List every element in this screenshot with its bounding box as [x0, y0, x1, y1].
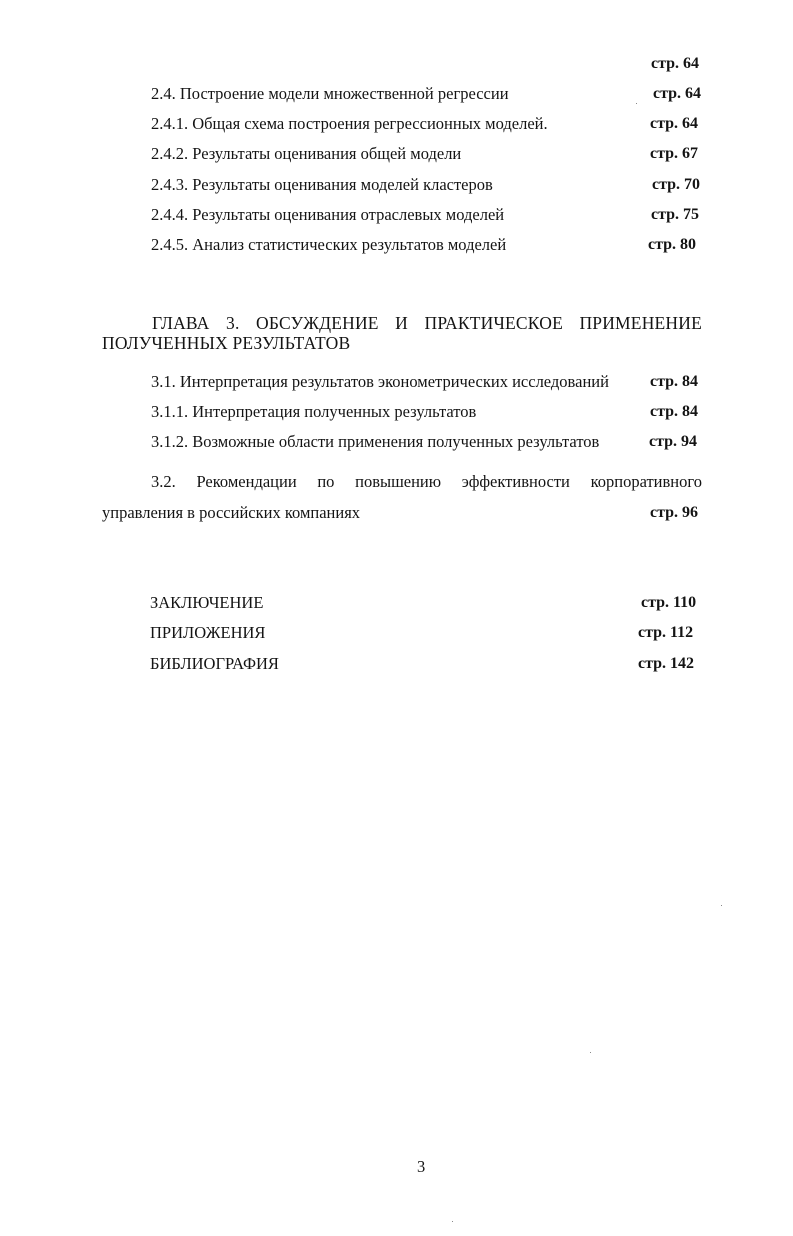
toc-entry-page: стр. 84 — [650, 373, 699, 390]
toc-entry-label: 2.4.5. Анализ статистических результатов моделей — [151, 235, 507, 254]
toc-entry-3-2-line1: 3.2. Рекомендации по повышению эффективности корпоративного — [151, 472, 702, 491]
scan-speck — [590, 1052, 591, 1053]
toc-entry-label: 3.1.1. Интерпретация полученных результатов — [151, 402, 477, 421]
toc-entry-label: 2.4.2. Результаты оценивания общей модели — [151, 144, 462, 163]
toc-entry-page: стр. 64 — [653, 85, 702, 102]
toc-entry-label: БИБЛИОГРАФИЯ — [150, 654, 279, 673]
toc-entry-page: стр. 110 — [641, 594, 697, 611]
toc-entry-label: 2.4.3. Результаты оценивания моделей кластеров — [151, 175, 493, 194]
scan-speck — [721, 905, 722, 906]
toc-entry-3-2-line2: управления в российских компаниях — [102, 503, 361, 522]
toc-top-page-ref: стр. 64 — [651, 55, 700, 72]
toc-entry-label: 2.4.1. Общая схема построения регрессионных моделей. — [151, 114, 548, 133]
toc-entry-page: стр. 80 — [648, 236, 697, 253]
toc-entry-label: 3.1.2. Возможные области применения полученных результатов — [151, 432, 600, 451]
toc-entry-page: стр. 96 — [650, 504, 699, 521]
chapter-3-heading-line1: ГЛАВА 3. ОБСУЖДЕНИЕ И ПРАКТИЧЕСКОЕ ПРИМЕНЕНИЕ — [152, 313, 702, 333]
toc-entry-label: 2.4.4. Результаты оценивания отраслевых моделей — [151, 205, 505, 224]
toc-entry-label: 2.4. Построение модели множественной регрессии — [151, 84, 509, 103]
toc-entry-page: стр. 64 — [650, 115, 699, 132]
toc-entry-page: стр. 70 — [652, 176, 701, 193]
page-number: 3 — [417, 1157, 426, 1176]
toc-entry-page: стр. 94 — [649, 433, 698, 450]
toc-entry-label: ПРИЛОЖЕНИЯ — [150, 623, 266, 642]
toc-entry-label: 3.1. Интерпретация результатов эконометрических исследований — [151, 372, 609, 391]
toc-entry-page: стр. 142 — [638, 655, 695, 672]
toc-entry-page: стр. 84 — [650, 403, 699, 420]
toc-entry-page: стр. 67 — [650, 145, 699, 162]
scan-speck — [452, 1221, 453, 1222]
chapter-3-heading-line2: ПОЛУЧЕННЫХ РЕЗУЛЬТАТОВ — [102, 333, 351, 353]
toc-entry-page: стр. 112 — [638, 624, 694, 641]
toc-entry-label: ЗАКЛЮЧЕНИЕ — [150, 593, 264, 612]
scan-speck — [636, 103, 637, 104]
toc-entry-page: стр. 75 — [651, 206, 700, 223]
